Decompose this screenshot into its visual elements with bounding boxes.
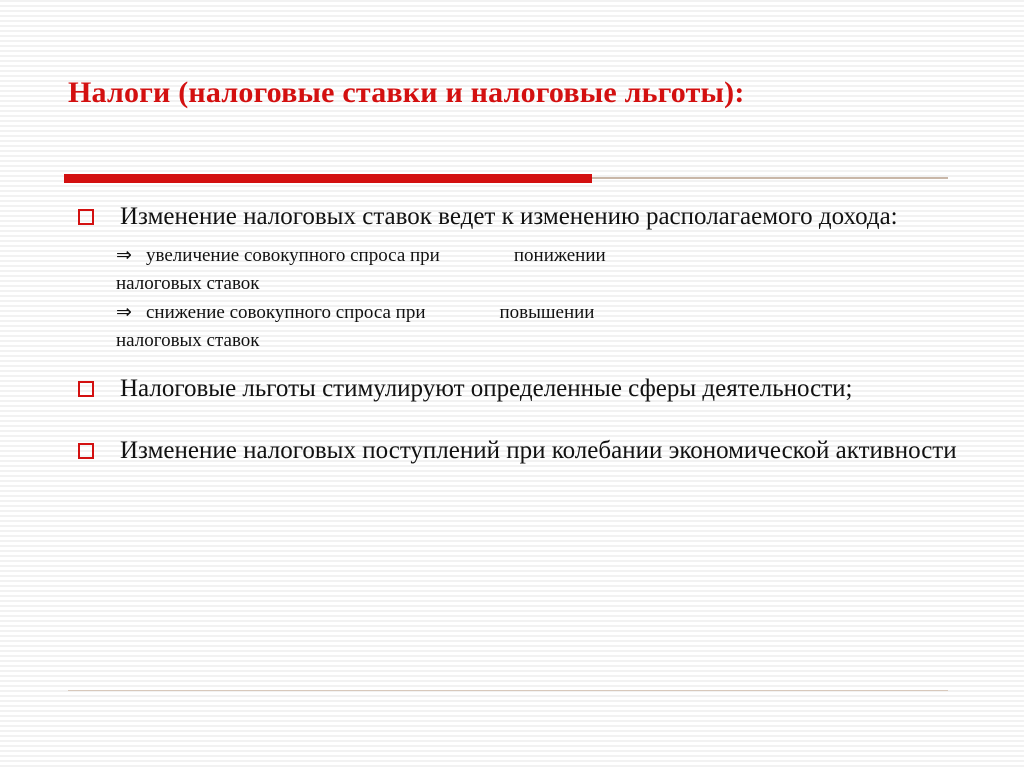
sub-list-item-emphasis: понижении: [513, 245, 606, 266]
footer-divider: [68, 690, 948, 691]
list-item-label: Изменение налоговых ставок ведет к изменению располагаемого дохода:: [120, 203, 898, 230]
sub-list-item-label: снижение совокупного спроса при: [146, 302, 426, 323]
sub-list-item-emphasis: повышении: [499, 302, 595, 323]
title-divider: [64, 174, 948, 183]
spacer: [68, 414, 958, 432]
double-arrow-icon: ⇒: [116, 302, 132, 323]
sub-list-item: [116, 299, 958, 355]
list-item: [68, 198, 958, 236]
sub-list-item-label: увеличение совокупного спроса при: [146, 245, 440, 266]
list-item-label: Изменение налоговых поступлений при колебании экономической активности: [120, 437, 957, 464]
sub-list-item-continuation: налоговых ставок: [116, 273, 260, 294]
sub-list-item-continuation: налоговых ставок: [116, 330, 260, 351]
list-item-label: Налоговые льготы стимулируют определенные сферы деятельности;: [120, 375, 853, 402]
title-divider-accent: [64, 174, 592, 183]
double-arrow-icon: ⇒: [116, 245, 132, 266]
list-item: [68, 370, 958, 408]
square-outline-marker-icon: [78, 381, 94, 397]
sub-list: [116, 242, 958, 355]
title-divider-thin: [592, 177, 948, 179]
square-outline-marker-icon: [78, 443, 94, 459]
spacer: [68, 356, 958, 370]
sub-list-item: [116, 242, 958, 298]
square-outline-marker-icon: [78, 209, 94, 225]
page-title: Налоги (налоговые ставки и налоговые льготы):: [68, 76, 745, 109]
title-block: [68, 72, 948, 114]
content-list: [68, 198, 958, 476]
list-item: [68, 432, 958, 470]
